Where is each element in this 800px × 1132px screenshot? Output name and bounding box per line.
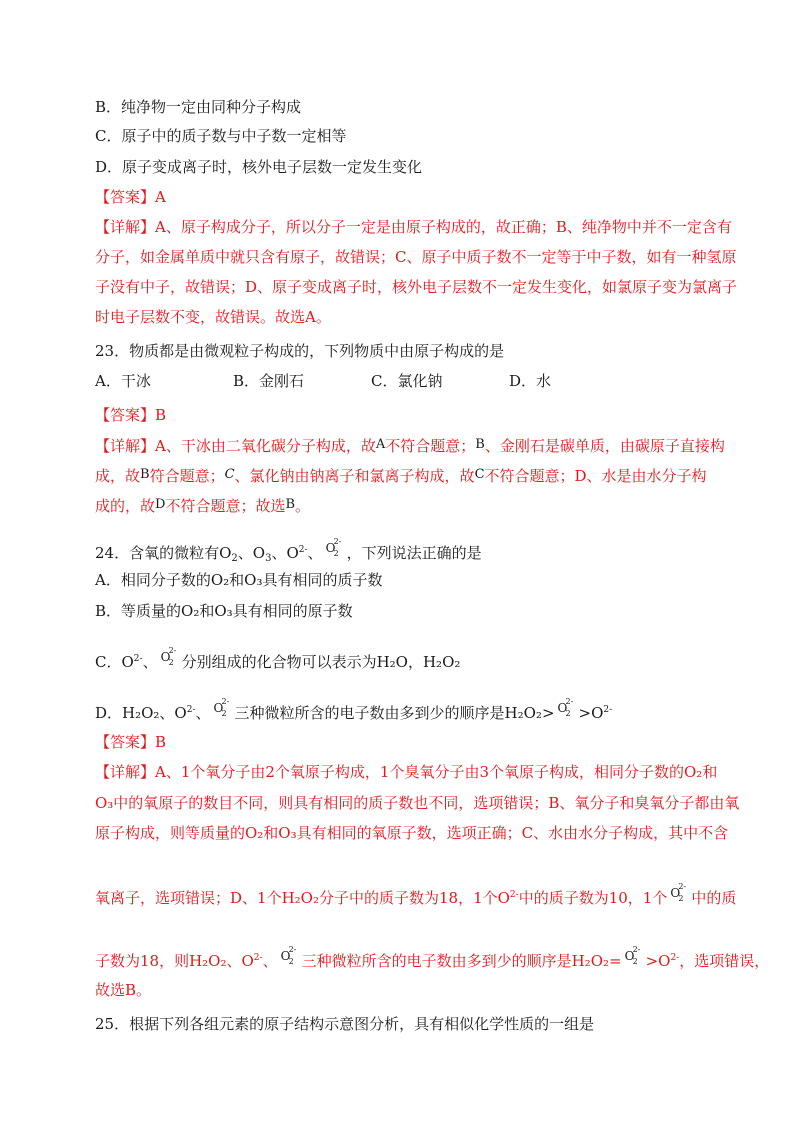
peroxide-ion-symbol: O 2- 2: [670, 882, 687, 903]
q24-option-c: C．$O^{2-}$、 O 2- 2 分别组成的化合物可以表示为H₂O，H₂O₂: [95, 641, 705, 673]
q23-option-a: A．干冰: [95, 372, 151, 390]
q22-option-d: D．原子变成离子时，核外电子层数一定发生变化: [95, 158, 423, 176]
q23-answer: 【答案】B: [95, 406, 167, 424]
peroxide-ion-symbol: O 2- 2: [557, 697, 574, 718]
peroxide-ion-symbol: O 2- 2: [325, 537, 342, 558]
q22-detail-line-2: 分子，如金属单质中就只含有原子，故错误；C、原子中质子数不一定等于中子数，如有一种氢原: [95, 248, 737, 266]
q23-option-d: D．水: [509, 372, 552, 390]
peroxide-ion-symbol: O 2- 2: [160, 646, 177, 667]
q23-stem: 23．物质都是由微观粒子构成的，下列物质中由原子构成的是: [95, 342, 505, 360]
q24-stem: 24．含氧的微粒有$O_2$、$O_3$、$O^{2-}$、 O 2- 2 ，下列说法正确的是: [95, 532, 705, 569]
q24-option-a: A．相同分子数的O₂和O₃具有相同的质子数: [95, 571, 383, 589]
q22-option-c: C．原子中的质子数与中子数一定相等: [95, 127, 347, 145]
q24-option-b: B．等质量的O₂和O₃具有相同的原子数: [95, 602, 353, 620]
q24-detail-line-5: 子数为18，则H₂O₂、$O^{2-}$、 O 2- 2 三种微粒所含的电子数由多到少的顺序是H₂O₂= O 2- 2 $>O^{2-}$，选项错误，: [95, 940, 705, 972]
peroxide-ion-symbol: O 2- 2: [624, 945, 641, 966]
q23-option-b: B．金刚石: [233, 372, 305, 390]
q24-detail-line-1: 【详解】A、1个氧分子由2个氧原子构成，1个臭氧分子由3个氧原子构成，相同分子数的O₂和: [95, 763, 718, 781]
q22-option-b: B．纯净物一定由同种分子构成: [95, 98, 302, 116]
q24-detail-line-2: O₃中的氧原子的数目不同，则具有相同的质子数也不同，选项错误；B、氧分子和臭氧分子都由氧: [95, 794, 740, 812]
q24-detail-line-6: 故选B。: [95, 981, 152, 999]
q22-detail-line-1: 【详解】A、原子构成分子，所以分子一定是由原子构成的，故正确；B、纯净物中并不一定含有: [95, 218, 732, 236]
q22-answer: 【答案】A: [95, 188, 166, 206]
q22-detail-line-4: 时电子层数不变，故错误。故选A。: [95, 308, 331, 326]
q23-detail-line-2: 成，故B符合题意；C、氯化钠由钠离子和氯离子构成，故C不符合题意；D、水是由水分子构: [95, 467, 707, 485]
q23-options: [95, 371, 705, 391]
q24-option-d: D．H₂O₂、$O^{2-}$、 O 2- 2 三种微粒所含的电子数由多到少的顺序是H₂O₂> O 2- 2 $>O^{2-}$: [95, 692, 705, 724]
q25-stem: 25．根据下列各组元素的原子结构示意图分析，具有相似化学性质的一组是: [95, 1015, 595, 1033]
q24-answer: 【答案】B: [95, 733, 167, 751]
q23-detail-line-3: 成的，故D不符合题意；故选B。: [95, 497, 311, 515]
q24-detail-line-3: 原子构成，则等质量的O₂和O₃具有相同的氧原子数，选项正确；C、水由水分子构成，其中不含: [95, 824, 729, 842]
q24-detail-line-4: 氧离子，选项错误；D、1个H₂O₂分子中的质子数为18，1个$O^{2-}$中的质子数为10，1个 O 2- 2 中的质: [95, 877, 705, 909]
q22-detail-line-3: 子没有中子，故错误；D、原子变成离子时，核外电子层数不一定发生变化，如氯原子变为氯离子: [95, 278, 738, 296]
q23-detail-line-1: 【详解】A、干冰由二氧化碳分子构成，故A不符合题意；B、金刚石是碳单质，由碳原子直接构: [95, 437, 725, 455]
peroxide-ion-symbol: O 2- 2: [213, 697, 230, 718]
peroxide-ion-symbol: O 2- 2: [280, 945, 297, 966]
q23-option-c: C．氯化钠: [371, 372, 443, 390]
